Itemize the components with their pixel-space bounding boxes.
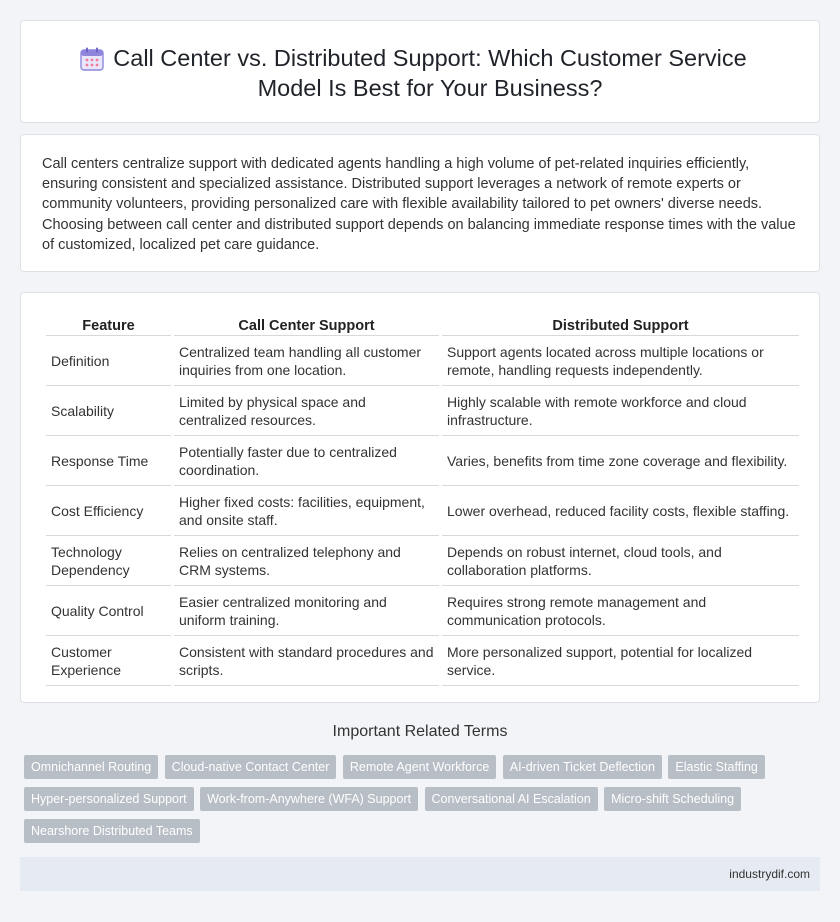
feature-cell: Response Time	[46, 436, 171, 486]
summary-text: Call centers centralize support with dedicated agents handling a high volume of pet-related inquiries efficiently, ensuring consistent and specialized assistance. Distributed support leverages a network of remote experts or community volunteers, providing personalized care with flexible availability tailored to pet owners' diverse needs. Choosing between call center and distributed support depends on balancing immediate response times with the value of customized, localized pet care guidance.	[42, 156, 796, 253]
feature-cell: Cost Efficiency	[46, 486, 171, 536]
distributed-cell: Depends on robust internet, cloud tools, and collaboration platforms.	[442, 536, 799, 586]
related-term-tag[interactable]: Remote Agent Workforce	[343, 755, 496, 779]
call-center-cell: Potentially faster due to centralized coordination.	[174, 436, 439, 486]
feature-cell: Customer Experience	[46, 636, 171, 686]
call-center-cell: Consistent with standard procedures and scripts.	[174, 636, 439, 686]
related-term-tag[interactable]: Elastic Staffing	[668, 755, 764, 779]
table-row	[46, 486, 799, 536]
call-center-cell: Easier centralized monitoring and uniform training.	[174, 586, 439, 636]
table-row	[46, 386, 799, 436]
related-term-tag[interactable]: Work-from-Anywhere (WFA) Support	[200, 787, 418, 811]
feature-cell: Technology Dependency	[46, 536, 171, 586]
comparison-table	[43, 316, 802, 686]
feature-cell: Scalability	[46, 386, 171, 436]
related-term-tag[interactable]: Omnichannel Routing	[24, 755, 158, 779]
call-center-cell: Centralized team handling all customer inquiries from one location.	[174, 336, 439, 386]
header-distributed: Distributed Support	[442, 316, 799, 336]
call-center-cell: Limited by physical space and centralized resources.	[174, 386, 439, 436]
table-row	[46, 586, 799, 636]
header-feature: Feature	[46, 316, 171, 336]
distributed-cell: Varies, benefits from time zone coverage and flexibility.	[442, 436, 799, 486]
related-term-tag[interactable]: Conversational AI Escalation	[425, 787, 598, 811]
page-title: Call Center vs. Distributed Support: Which Customer Service Model Is Best for Your Business?	[113, 45, 747, 101]
footer-site-link[interactable]: industrydif.com	[729, 867, 810, 881]
table-header-row	[46, 316, 799, 336]
distributed-cell: Highly scalable with remote workforce and cloud infrastructure.	[442, 386, 799, 436]
related-term-tag[interactable]: Cloud-native Contact Center	[165, 755, 337, 779]
related-terms-heading: Important Related Terms	[332, 723, 508, 740]
header-call-center: Call Center Support	[174, 316, 439, 336]
table-row	[46, 336, 799, 386]
distributed-cell: Support agents located across multiple locations or remote, handling requests independently.	[442, 336, 799, 386]
title-card	[20, 20, 820, 123]
table-row	[46, 536, 799, 586]
distributed-cell: Lower overhead, reduced facility costs, flexible staffing.	[442, 486, 799, 536]
related-term-tag[interactable]: Micro-shift Scheduling	[604, 787, 741, 811]
related-term-tag[interactable]: Nearshore Distributed Teams	[24, 819, 200, 843]
distributed-cell: More personalized support, potential for localized service.	[442, 636, 799, 686]
footer	[20, 857, 820, 891]
feature-cell: Quality Control	[46, 586, 171, 636]
comparison-table-card	[20, 292, 820, 703]
related-term-tag[interactable]: AI-driven Ticket Deflection	[503, 755, 662, 779]
call-center-cell: Higher fixed costs: facilities, equipment, and onsite staff.	[174, 486, 439, 536]
table-row	[46, 436, 799, 486]
distributed-cell: Requires strong remote management and communication protocols.	[442, 586, 799, 636]
call-center-cell: Relies on centralized telephony and CRM systems.	[174, 536, 439, 586]
summary-card	[20, 134, 820, 272]
related-term-tag[interactable]: Hyper-personalized Support	[24, 787, 194, 811]
table-row	[46, 636, 799, 686]
feature-cell: Definition	[46, 336, 171, 386]
related-terms-list	[24, 755, 804, 851]
